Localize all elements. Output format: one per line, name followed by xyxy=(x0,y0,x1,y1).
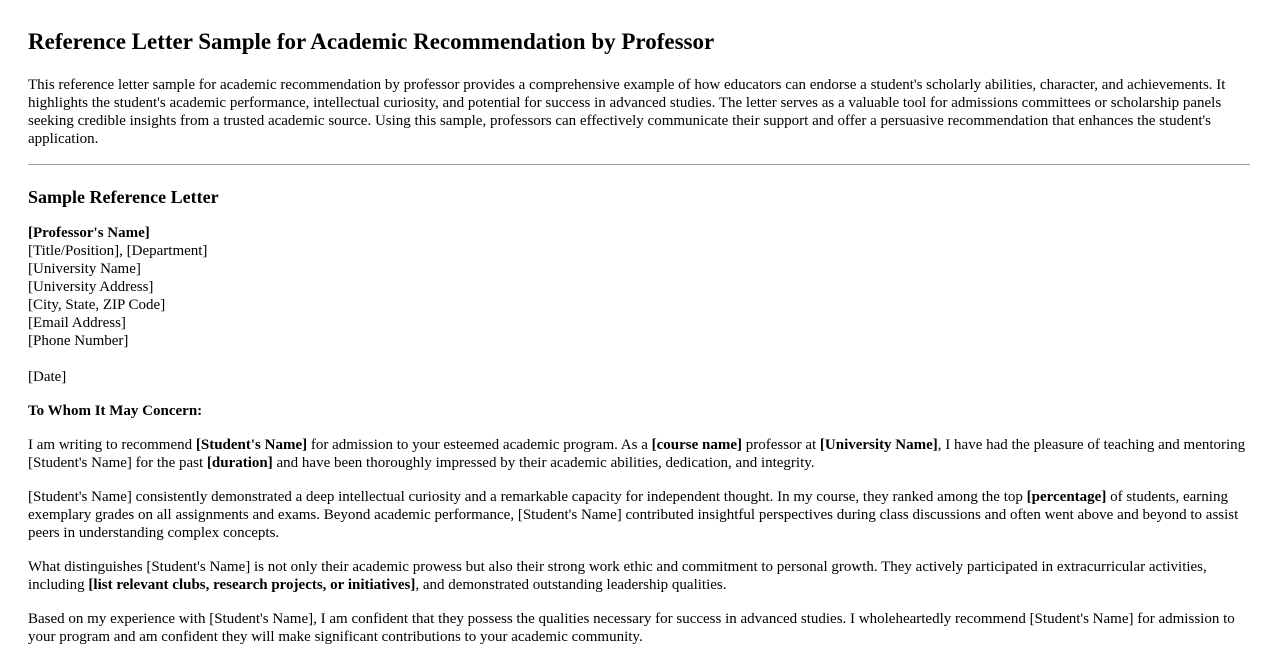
paragraph-text: and have been thoroughly impressed by their academic abilities, dedication, and integrity. xyxy=(272,455,815,471)
intro-paragraph: This reference letter sample for academic recommendation by professor provides a comprehensive example of how educators can endorse a student's scholarly abilities, character, and achievements. It highlights the student's academic performance, intellectual curiosity, and potential for success in advanced studies. The letter serves as a valuable tool for admissions committees or scholarship panels seeking credible insights from a trusted academic source. Using this sample, professors can effectively communicate their support and offer a persuasive recommendation that enhances the student's application. xyxy=(28,77,1226,147)
placeholder-text: [duration] xyxy=(206,455,273,471)
sender-address-block xyxy=(28,224,1250,350)
placeholder-text: [course name] xyxy=(651,437,742,453)
letter-body xyxy=(28,436,1250,646)
sender-title-department: [Title/Position], [Department] xyxy=(28,243,208,259)
paragraph-text: Based on my experience with [Student's Name], I am confident that they possess the qualities necessary for success in advanced studies. I wholeheartedly recommend [Student's Name] for admission to your program and am confident they will make significant contributions to your academic community. xyxy=(28,611,1235,645)
placeholder-text: [Student's Name] xyxy=(195,437,308,453)
letter-date: [Date] xyxy=(28,369,67,385)
paragraph-text: What distinguishes [Student's Name] is not only their academic prowess but also their strong work ethic and commitment to personal growth. They actively participated in extracurricular activities, including xyxy=(28,559,1207,593)
paragraph-text: for admission to your esteemed academic program. As a xyxy=(307,437,652,453)
placeholder-text: [list relevant clubs, research projects, or initiatives] xyxy=(88,577,416,593)
letter-paragraph-4 xyxy=(28,610,1250,646)
sender-city-state-zip: [City, State, ZIP Code] xyxy=(28,297,166,313)
paragraph-text: , and demonstrated outstanding leadership qualities. xyxy=(415,577,727,593)
section-divider xyxy=(28,164,1250,165)
letter-paragraph-1 xyxy=(28,436,1250,472)
letter-paragraph-3 xyxy=(28,558,1250,594)
paragraph-text: professor at xyxy=(742,437,820,453)
placeholder-text: [University Name] xyxy=(819,437,938,453)
sender-university-address: [University Address] xyxy=(28,279,154,295)
paragraph-text: I am writing to recommend xyxy=(28,437,196,453)
paragraph-text: [Student's Name] consistently demonstrated a deep intellectual curiosity and a remarkable capacity for independent thought. In my course, they ranked among the top xyxy=(28,489,1027,505)
page-title: Reference Letter Sample for Academic Recommendation by Professor xyxy=(28,29,715,54)
section-heading: Sample Reference Letter xyxy=(28,187,219,207)
salutation: To Whom It May Concern: xyxy=(28,403,203,419)
placeholder-text: [percentage] xyxy=(1026,489,1107,505)
paragraph-text: of students, earning exemplary grades on all assignments and exams. Beyond academic performance, [Student's Name] contributed insightful perspectives during class discussions and often went above and beyond to assist peers in understanding complex concepts. xyxy=(28,489,1239,541)
sender-phone: [Phone Number] xyxy=(28,333,129,349)
sender-email: [Email Address] xyxy=(28,315,126,331)
paragraph-text: , I have had the pleasure of teaching and mentoring [Student's Name] for the past xyxy=(28,437,1246,471)
sender-name: [Professor's Name] xyxy=(28,225,150,241)
letter-paragraph-2 xyxy=(28,488,1250,542)
sender-university: [University Name] xyxy=(28,261,141,277)
